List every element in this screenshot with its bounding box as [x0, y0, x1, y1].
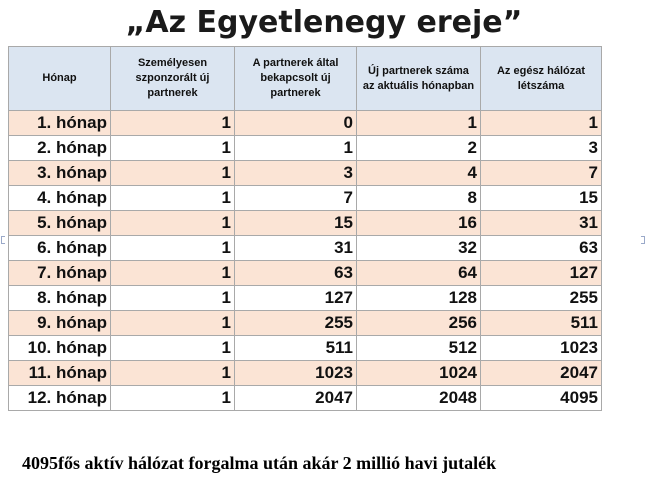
column-header: Személyesen szponzorált új partnerek [111, 47, 235, 111]
table-row [9, 336, 602, 361]
partner-added-cell: 3 [235, 161, 357, 186]
page-title: „Az Egyetlenegy ereje” [125, 5, 523, 40]
network-size-cell: 127 [481, 261, 602, 286]
month-cell: 9. hónap [9, 311, 111, 336]
partner-added-cell: 127 [235, 286, 357, 311]
month-cell: 12. hónap [9, 386, 111, 411]
personal-sponsored-cell: 1 [111, 361, 235, 386]
month-cell: 2. hónap [9, 136, 111, 161]
table-row [9, 236, 602, 261]
personal-sponsored-cell: 1 [111, 161, 235, 186]
table-row [9, 111, 602, 136]
partner-added-cell: 255 [235, 311, 357, 336]
network-size-cell: 15 [481, 186, 602, 211]
column-header: Az egész hálózat létszáma [481, 47, 602, 111]
month-cell: 1. hónap [9, 111, 111, 136]
network-size-cell: 63 [481, 236, 602, 261]
table-row [9, 161, 602, 186]
network-size-cell: 2047 [481, 361, 602, 386]
table-row [9, 361, 602, 386]
partner-added-cell: 1023 [235, 361, 357, 386]
right-edge-marker [641, 236, 645, 244]
partner-added-cell: 15 [235, 211, 357, 236]
new-partners-cell: 2 [357, 136, 481, 161]
new-partners-cell: 16 [357, 211, 481, 236]
table-row [9, 211, 602, 236]
column-header: A partnerek által bekapcsolt új partnerek [235, 47, 357, 111]
personal-sponsored-cell: 1 [111, 386, 235, 411]
column-header: Új partnerek száma az aktuális hónapban [357, 47, 481, 111]
network-size-cell: 1 [481, 111, 602, 136]
new-partners-cell: 4 [357, 161, 481, 186]
personal-sponsored-cell: 1 [111, 186, 235, 211]
personal-sponsored-cell: 1 [111, 336, 235, 361]
personal-sponsored-cell: 1 [111, 261, 235, 286]
month-cell: 8. hónap [9, 286, 111, 311]
personal-sponsored-cell: 1 [111, 136, 235, 161]
new-partners-cell: 1024 [357, 361, 481, 386]
network-size-cell: 31 [481, 211, 602, 236]
month-cell: 10. hónap [9, 336, 111, 361]
partner-added-cell: 2047 [235, 386, 357, 411]
new-partners-cell: 512 [357, 336, 481, 361]
month-cell: 5. hónap [9, 211, 111, 236]
table-row [9, 311, 602, 336]
month-cell: 3. hónap [9, 161, 111, 186]
partner-added-cell: 63 [235, 261, 357, 286]
partner-added-cell: 1 [235, 136, 357, 161]
network-size-cell: 1023 [481, 336, 602, 361]
month-cell: 11. hónap [9, 361, 111, 386]
personal-sponsored-cell: 1 [111, 311, 235, 336]
new-partners-cell: 256 [357, 311, 481, 336]
table-body [9, 111, 602, 411]
new-partners-cell: 1 [357, 111, 481, 136]
table-header-row [9, 47, 602, 111]
partner-added-cell: 0 [235, 111, 357, 136]
network-size-cell: 7 [481, 161, 602, 186]
new-partners-cell: 8 [357, 186, 481, 211]
personal-sponsored-cell: 1 [111, 111, 235, 136]
table-row [9, 286, 602, 311]
personal-sponsored-cell: 1 [111, 286, 235, 311]
personal-sponsored-cell: 1 [111, 211, 235, 236]
partner-added-cell: 31 [235, 236, 357, 261]
table-row [9, 386, 602, 411]
growth-table [8, 46, 602, 411]
network-size-cell: 511 [481, 311, 602, 336]
left-edge-marker [1, 236, 5, 244]
partner-added-cell: 7 [235, 186, 357, 211]
table-row [9, 261, 602, 286]
new-partners-cell: 2048 [357, 386, 481, 411]
partner-added-cell: 511 [235, 336, 357, 361]
personal-sponsored-cell: 1 [111, 236, 235, 261]
network-size-cell: 255 [481, 286, 602, 311]
new-partners-cell: 128 [357, 286, 481, 311]
caption-text: 4095fős aktív hálózat forgalma után akár 2 millió havi jutalék [22, 453, 497, 473]
month-cell: 6. hónap [9, 236, 111, 261]
month-cell: 7. hónap [9, 261, 111, 286]
new-partners-cell: 64 [357, 261, 481, 286]
network-size-cell: 4095 [481, 386, 602, 411]
network-size-cell: 3 [481, 136, 602, 161]
table-row [9, 186, 602, 211]
column-header: Hónap [9, 47, 111, 111]
month-cell: 4. hónap [9, 186, 111, 211]
table-row [9, 136, 602, 161]
new-partners-cell: 32 [357, 236, 481, 261]
